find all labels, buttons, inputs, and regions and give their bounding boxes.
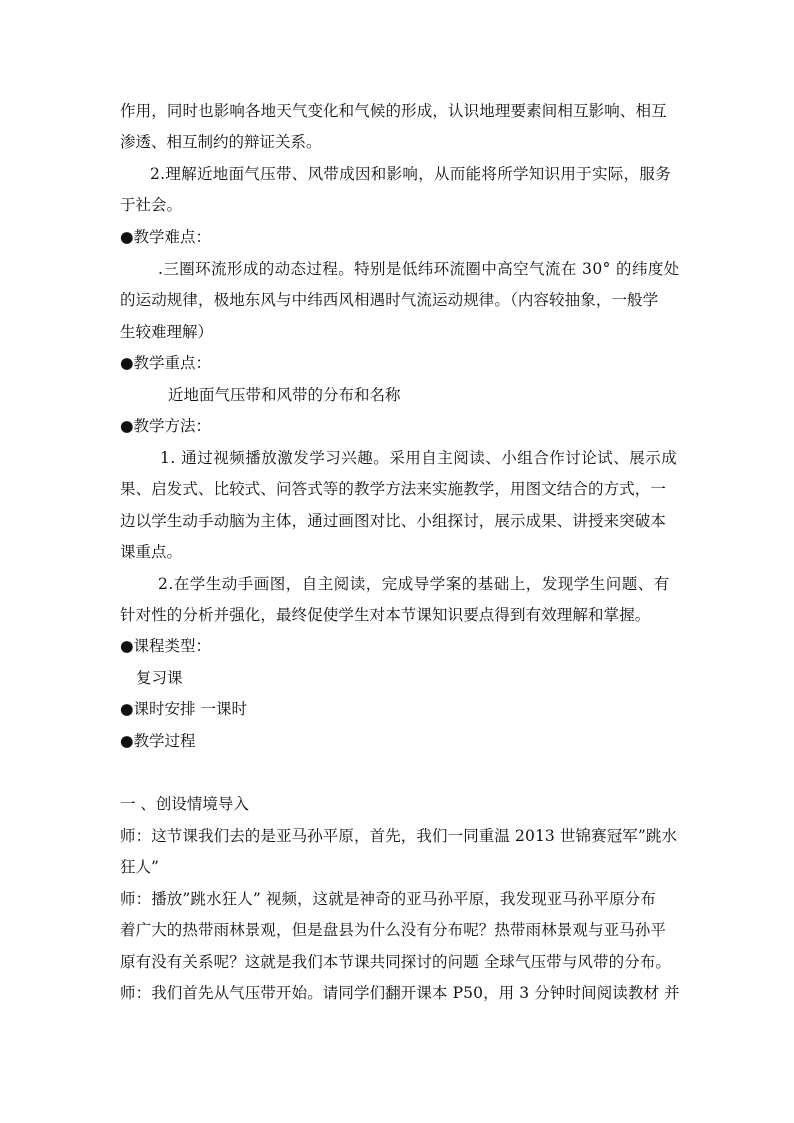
- section-heading-difficulty: ●教学难点：: [120, 228, 212, 246]
- text-line: 针对性的分析并强化，最终促使学生对本节课知识要点得到有效理解和掌握。: [120, 606, 651, 624]
- text-line: 复习课: [136, 669, 183, 687]
- section-heading-schedule: ●课时安排 一课时: [120, 700, 247, 718]
- text-line: 1. 通过视频播放激发学习兴趣。采用自主阅读、小组合作讨论试、展示成: [160, 449, 678, 467]
- text-line: 师：这节课我们去的是亚马孙平原，首先，我们一同重温 2013 世锦赛冠军”跳水: [120, 827, 678, 845]
- text-line: .三圈环流形成的动态过程。特别是低纬环流圈中高空气流在 30° 的纬度处: [158, 260, 680, 278]
- text-line: 师：播放”跳水狂人” 视频，这就是神奇的亚马孙平原，我发现亚马孙平原分布: [120, 890, 656, 908]
- text-line: 原有没有关系呢？这就是我们本节课共同探讨的问题 全球气压带与风带的分布。: [120, 953, 672, 971]
- text-line: 2.理解近地面气压带、风带成因和影响，从而能将所学知识用于实际，服务: [150, 165, 671, 183]
- text-line: 生较难理解）: [120, 323, 214, 341]
- text-line: 果、启发式、比较式、问答式等的教学方法来实施教学，用图文结合的方式，一: [120, 480, 667, 498]
- text-line: 于社会。: [120, 196, 183, 214]
- subsection-heading: 一 、创设情境导入: [120, 795, 249, 813]
- section-heading-key-points: ●教学重点：: [120, 354, 212, 372]
- text-line: 渗透、相互制约的辩证关系。: [120, 133, 322, 151]
- text-line: 的运动规律，极地东风与中纬西风相遇时气流运动规律。（内容较抽象，一般学: [120, 291, 659, 309]
- text-line: 狂人”: [120, 858, 159, 876]
- text-line: 作用，同时也影响各地天气变化和气候的形成，认识地理要素间相互影响、相互: [120, 102, 667, 120]
- section-heading-course-type: ●课程类型：: [120, 637, 212, 655]
- section-heading-methods: ●教学方法：: [120, 417, 212, 435]
- text-line: 2.在学生动手画图，自主阅读，完成导学案的基础上，发现学生问题、有: [158, 575, 670, 593]
- text-line: 边以学生动手动脑为主体，通过画图对比、小组探讨，展示成果、讲授来突破本: [120, 512, 667, 530]
- text-line: 课重点。: [120, 543, 183, 561]
- text-line: 近地面气压带和风带的分布和名称: [168, 386, 401, 404]
- text-line: 师：我们首先从气压带开始。请同学们翻开课本 P50，用 3 分钟时间阅读教材 并: [120, 984, 680, 1002]
- text-line: 着广大的热带雨林景观，但是盘县为什么没有分布呢？热带雨林景观与亚马孙平: [120, 921, 667, 939]
- section-heading-process: ●教学过程: [120, 732, 196, 750]
